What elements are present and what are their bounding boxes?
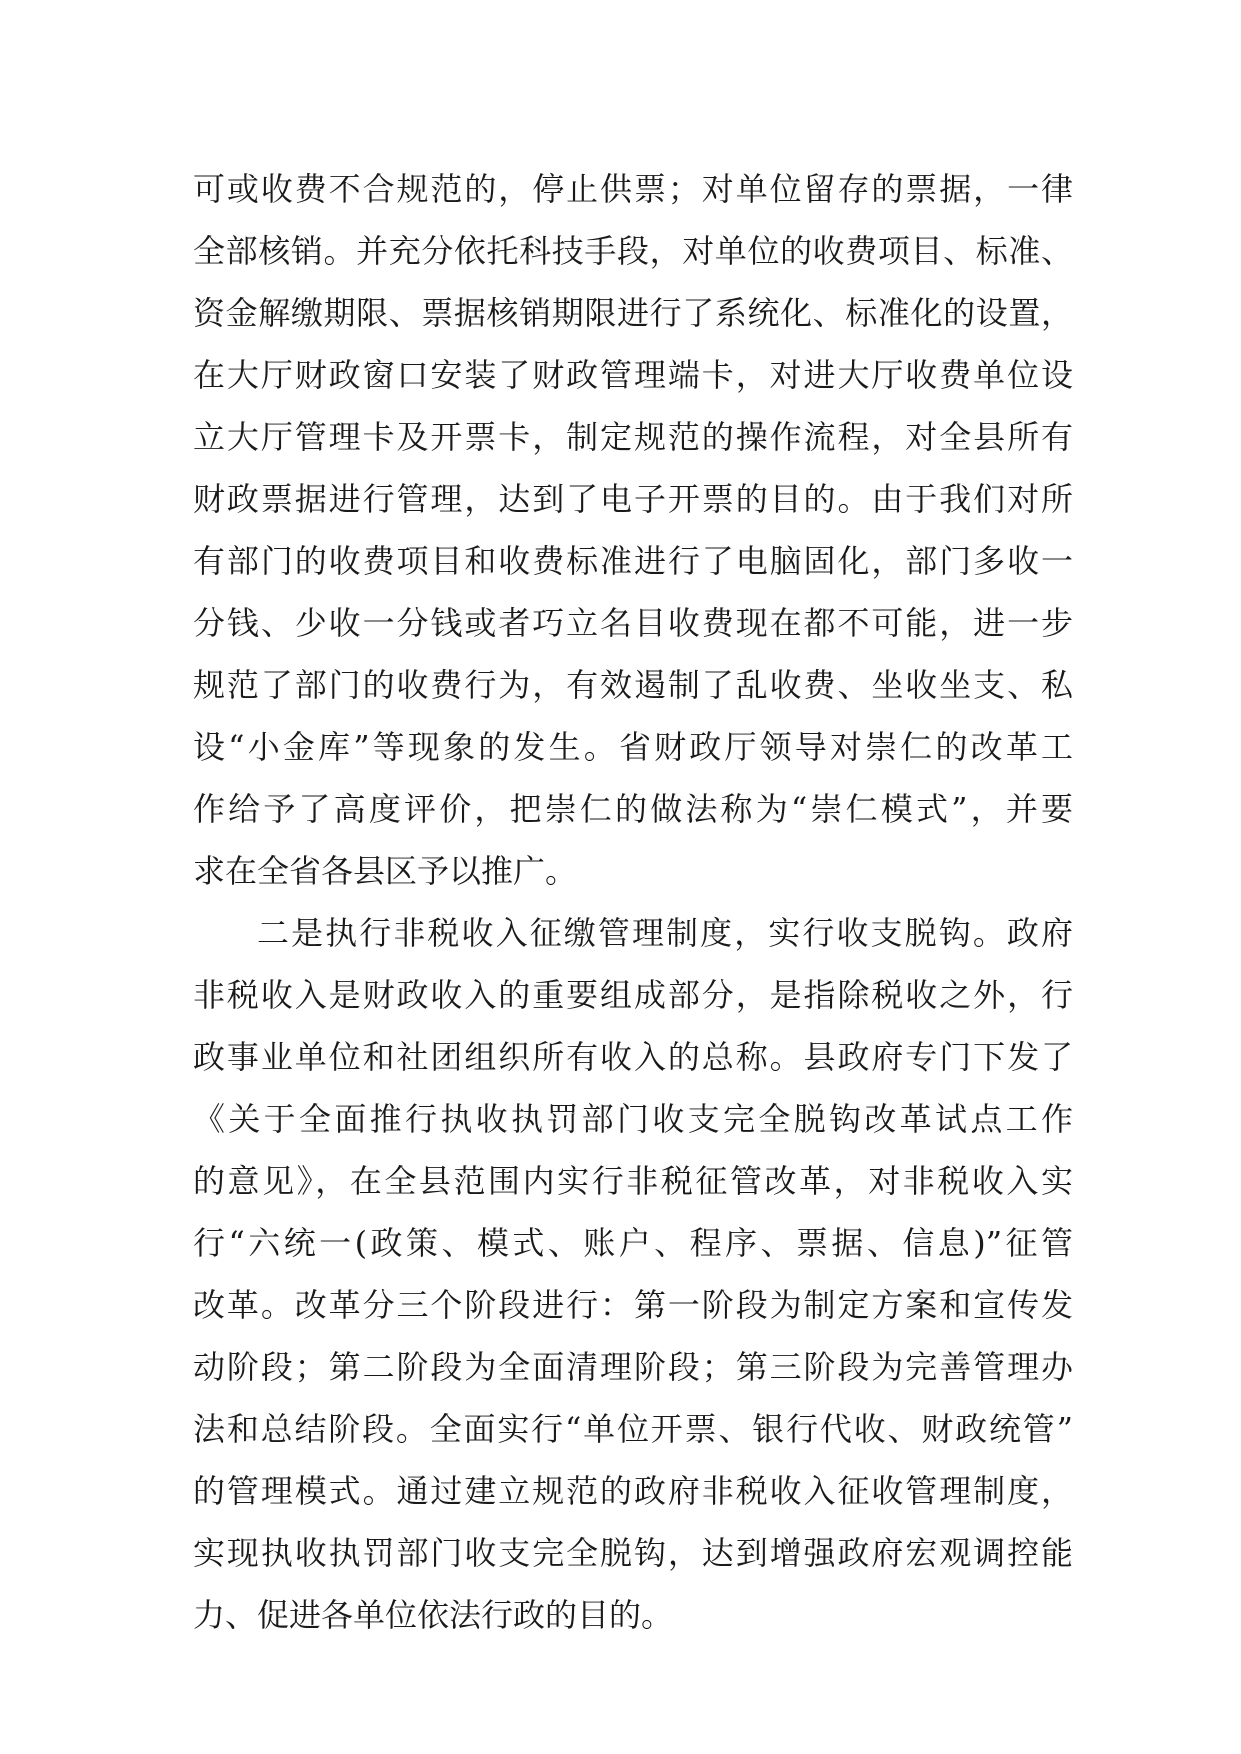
paragraph-line: 行“六统一(政策、模式、账户、程序、票据、信息)”征管: [193, 1224, 1073, 1262]
paragraph-line: 改革。改革分三个阶段进行：第一阶段为制定方案和宣传发: [193, 1286, 1073, 1324]
document-body: [193, 158, 1073, 1646]
paragraph-line: 动阶段；第二阶段为全面清理阶段；第三阶段为完善管理办: [193, 1348, 1073, 1386]
paragraph-line: 实现执收执罚部门收支完全脱钩，达到增强政府宏观调控能: [193, 1534, 1073, 1572]
paragraph-line: 分钱、少收一分钱或者巧立名目收费现在都不可能，进一步: [193, 604, 1073, 642]
paragraph-line: 有部门的收费项目和收费标准进行了电脑固化，部门多收一: [193, 542, 1073, 580]
paragraph-line: 在大厅财政窗口安装了财政管理端卡，对进大厅收费单位设: [193, 356, 1073, 394]
paragraph-line: 非税收入是财政收入的重要组成部分，是指除税收之外，行: [193, 976, 1073, 1014]
paragraph-line: 财政票据进行管理，达到了电子开票的目的。由于我们对所: [193, 480, 1073, 518]
paragraph-line: 可或收费不合规范的，停止供票；对单位留存的票据，一律: [193, 170, 1073, 208]
paragraph-line: 全部核销。并充分依托科技手段，对单位的收费项目、标准、: [193, 232, 1073, 270]
paragraph-2: [193, 902, 1073, 1646]
paragraph-1: [193, 158, 1073, 902]
paragraph-line: 作给予了高度评价，把崇仁的做法称为“崇仁模式”，并要: [193, 790, 1073, 828]
paragraph-line: 求在全省各县区予以推广。: [193, 852, 578, 890]
paragraph-line: 法和总结阶段。全面实行“单位开票、银行代收、财政统管”: [193, 1410, 1073, 1448]
paragraph-line: 资金解缴期限、票据核销期限进行了系统化、标准化的设置，: [193, 294, 1073, 332]
paragraph-line: 的意见》，在全县范围内实行非税征管改革，对非税收入实: [193, 1162, 1073, 1200]
paragraph-line: 政事业单位和社团组织所有收入的总称。县政府专门下发了: [193, 1038, 1073, 1076]
paragraph-line: 力、促进各单位依法行政的目的。: [193, 1596, 674, 1634]
paragraph-line: 《关于全面推行执收执罚部门收支完全脱钩改革试点工作: [193, 1100, 1073, 1138]
paragraph-line: 设“小金库”等现象的发生。省财政厅领导对崇仁的改革工: [193, 728, 1073, 766]
paragraph-line: 立大厅管理卡及开票卡，制定规范的操作流程，对全县所有: [193, 418, 1073, 456]
paragraph-line: 二是执行非税收入征缴管理制度，实行收支脱钩。政府: [257, 914, 1073, 952]
paragraph-line: 的管理模式。通过建立规范的政府非税收入征收管理制度，: [193, 1472, 1073, 1510]
paragraph-line: 规范了部门的收费行为，有效遏制了乱收费、坐收坐支、私: [193, 666, 1073, 704]
